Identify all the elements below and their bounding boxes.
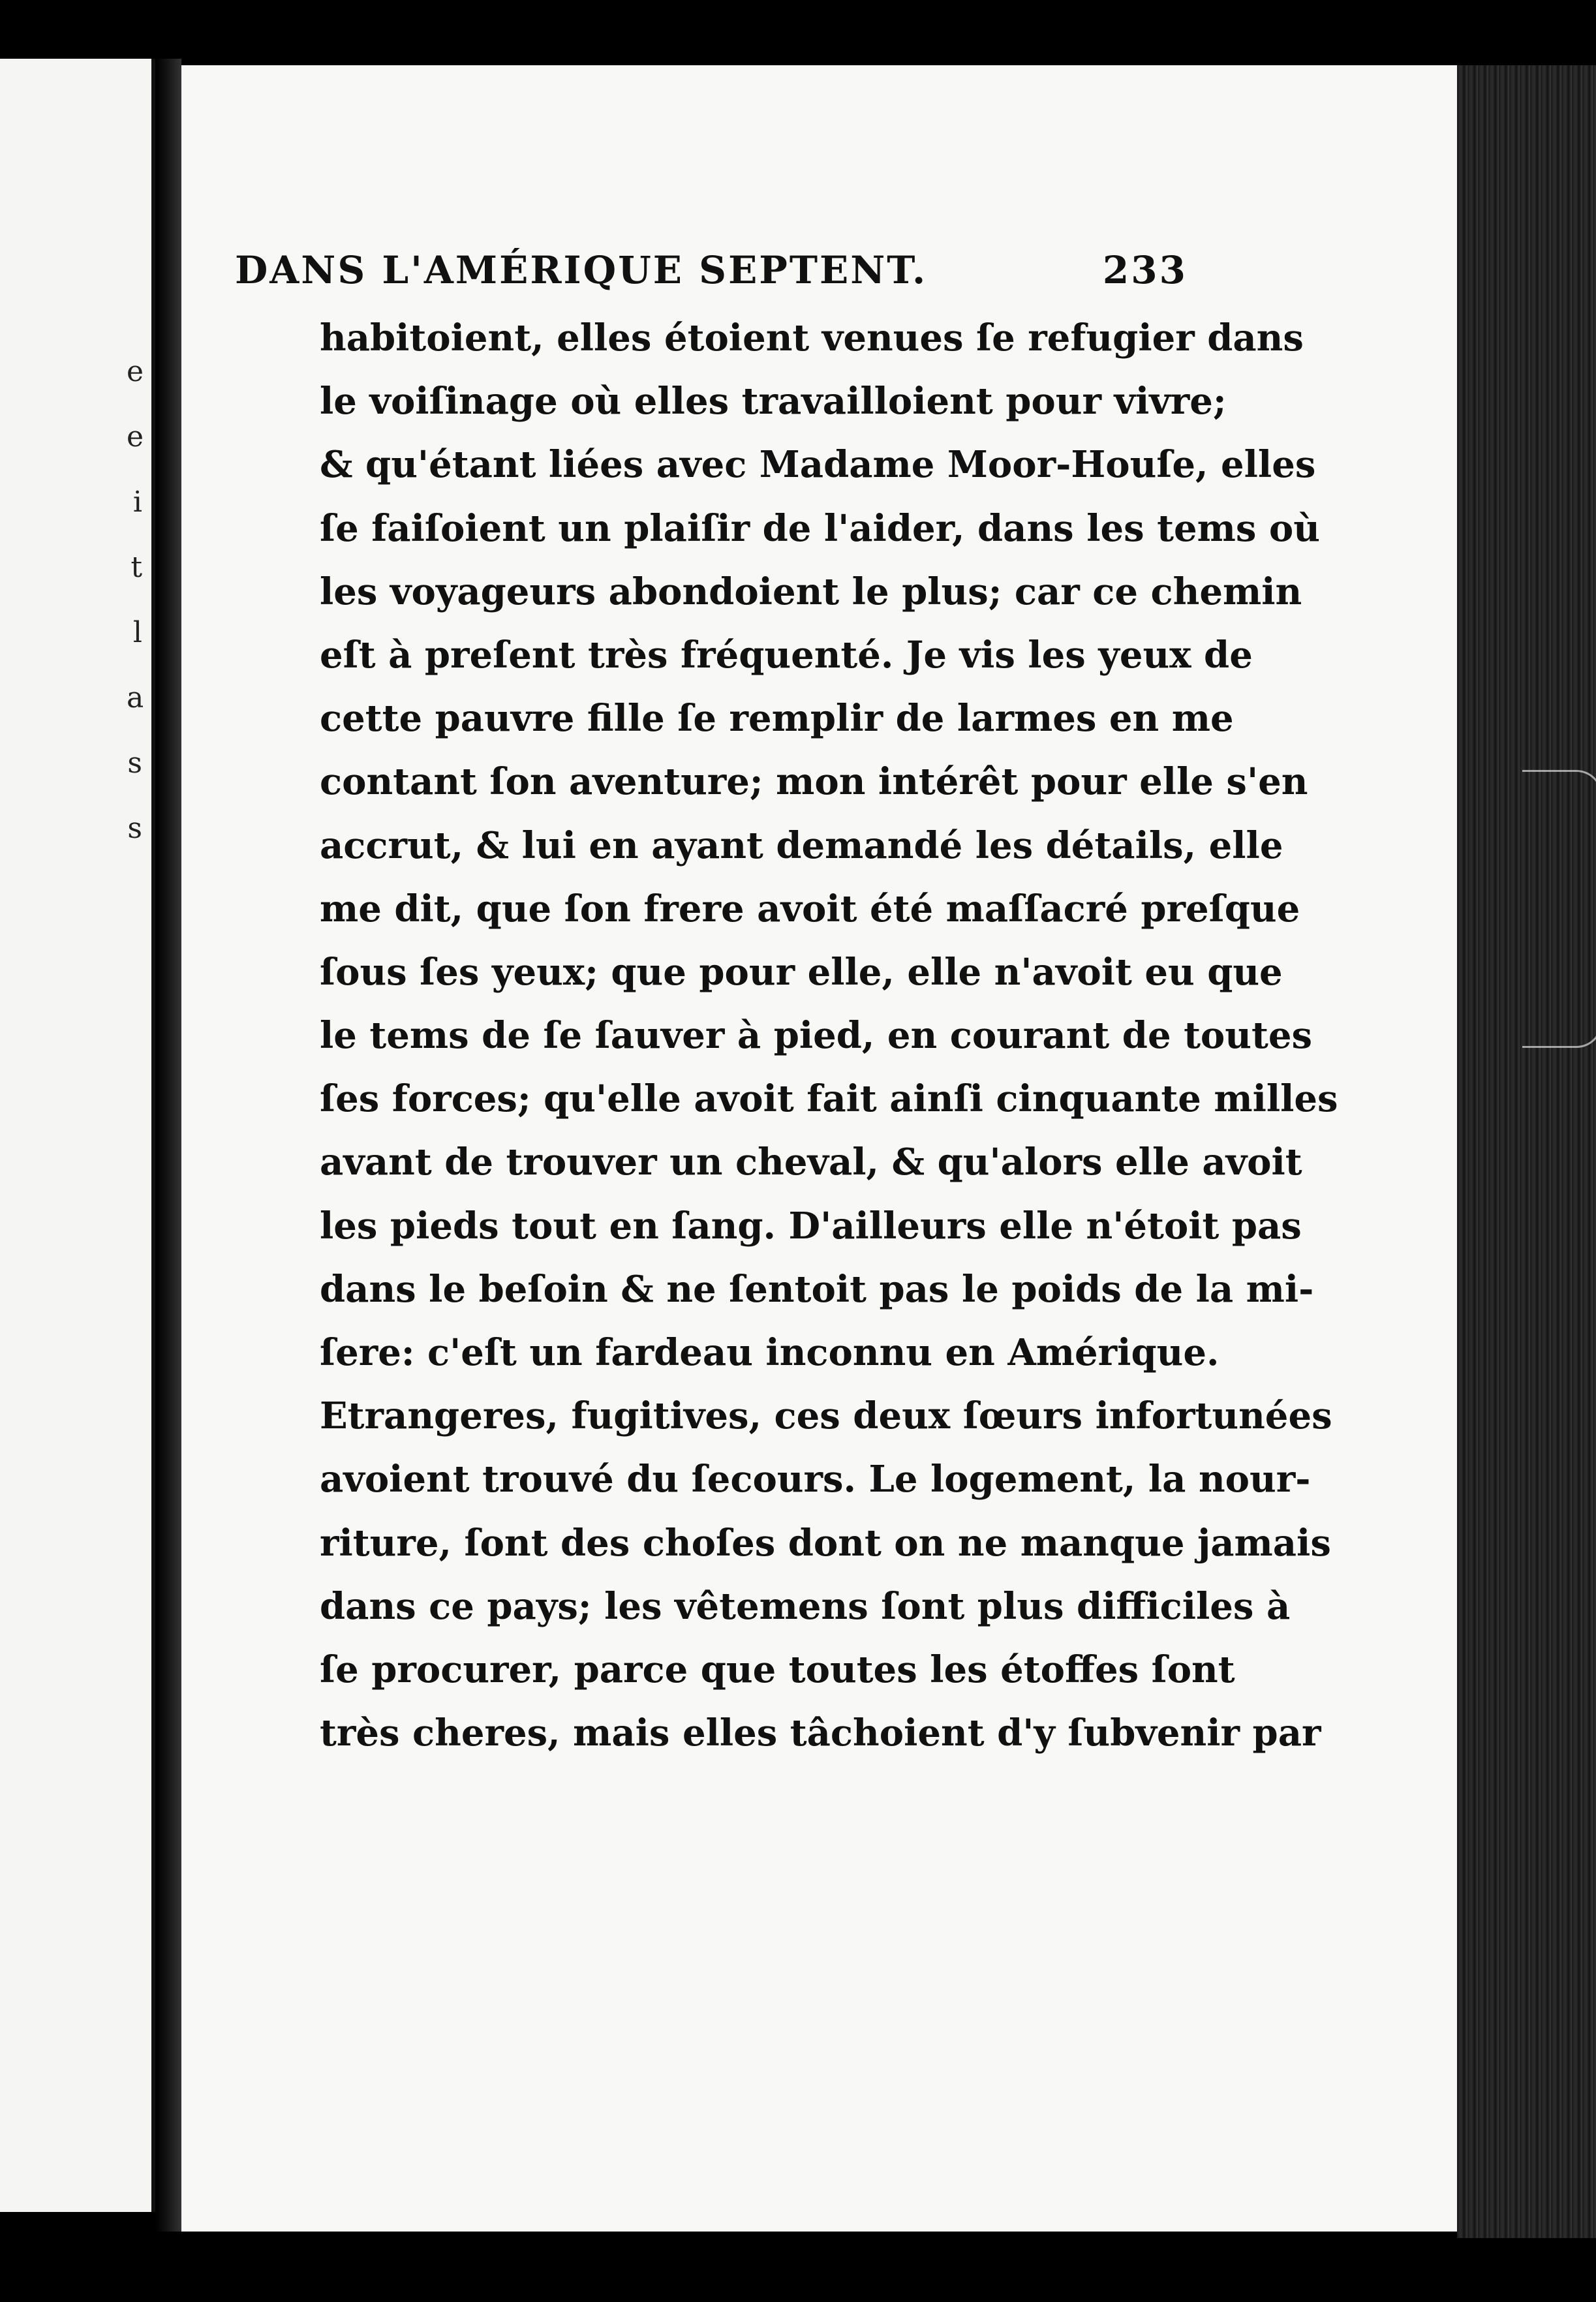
left-page-margin-marks bbox=[127, 339, 142, 861]
text-line: habitoient, elles étoient venues ſe refugier dans bbox=[320, 316, 1304, 360]
text-line: accrut, & lui en ayant demandé les détails, elle bbox=[320, 823, 1283, 867]
text-line: me dit, que ſon frere avoit été maſſacré preſque bbox=[320, 887, 1300, 930]
text-line: Etrangeres, fugitives, ces deux ſœurs infortunées bbox=[320, 1394, 1332, 1438]
page-tab-marker bbox=[1522, 770, 1596, 1048]
text-line: contant ſon aventure; mon intérêt pour elle s'en bbox=[320, 760, 1308, 804]
margin-mark: s bbox=[127, 812, 142, 845]
margin-mark: l bbox=[132, 616, 142, 649]
margin-mark: e bbox=[127, 355, 144, 388]
text-line: le tems de ſe ſauver à pied, en courant de toutes bbox=[320, 1014, 1313, 1058]
margin-mark: a bbox=[127, 681, 144, 714]
text-line: dans ce pays; les vêtemens ſont plus difficiles à bbox=[320, 1584, 1291, 1628]
margin-mark: t bbox=[130, 551, 142, 584]
text-line: & qu'étant liées avec Madame Moor-Houſe, elles bbox=[320, 443, 1316, 487]
page-number: 233 bbox=[1102, 248, 1188, 292]
margin-mark: e bbox=[127, 420, 144, 453]
left-facing-page bbox=[0, 59, 155, 2212]
text-line: ſere: c'eſt un fardeau inconnu en Amérique. bbox=[320, 1331, 1220, 1374]
text-line: avoient trouvé du ſecours. Le logement, la nour- bbox=[320, 1458, 1311, 1501]
text-line: les pieds tout en ſang. D'ailleurs elle n'étoit pas bbox=[320, 1204, 1302, 1248]
body-text bbox=[320, 307, 1338, 1765]
text-line: avant de trouver un cheval, & qu'alors elle avoit bbox=[320, 1141, 1302, 1184]
text-line: dans le beſoin & ne ſentoit pas le poids de la mi- bbox=[320, 1267, 1314, 1311]
text-line: eſt à preſent très fréquenté. Je vis les yeux de bbox=[320, 633, 1253, 677]
margin-mark: i bbox=[132, 485, 142, 519]
text-line: riture, ſont des choſes dont on ne manque jamais bbox=[320, 1521, 1331, 1565]
margin-mark: s bbox=[127, 746, 142, 780]
text-line: ſes forces; qu'elle avoit fait ainſi cinquante milles bbox=[320, 1077, 1338, 1121]
text-line: cette pauvre fille ſe remplir de larmes en me bbox=[320, 697, 1234, 741]
page-edge-stack bbox=[1457, 65, 1596, 2238]
text-line: ſe procurer, parce que toutes les étoffes ſont bbox=[320, 1648, 1235, 1691]
text-line: très cheres, mais elles tâchoient d'y ſubvenir par bbox=[320, 1711, 1321, 1755]
book-gutter bbox=[155, 59, 181, 2232]
text-line: les voyageurs abondoient le plus; car ce chemin bbox=[320, 570, 1302, 613]
text-line: le voiſinage où elles travailloient pour vivre; bbox=[320, 380, 1227, 423]
text-line: ſe faiſoient un plaiſir de l'aider, dans les tems où bbox=[320, 506, 1320, 550]
page-header bbox=[235, 248, 1188, 292]
running-title: DANS L'AMÉRIQUE SEPTENT. bbox=[235, 248, 928, 292]
text-line: ſous ſes yeux; que pour elle, elle n'avoit eu que bbox=[320, 950, 1283, 994]
